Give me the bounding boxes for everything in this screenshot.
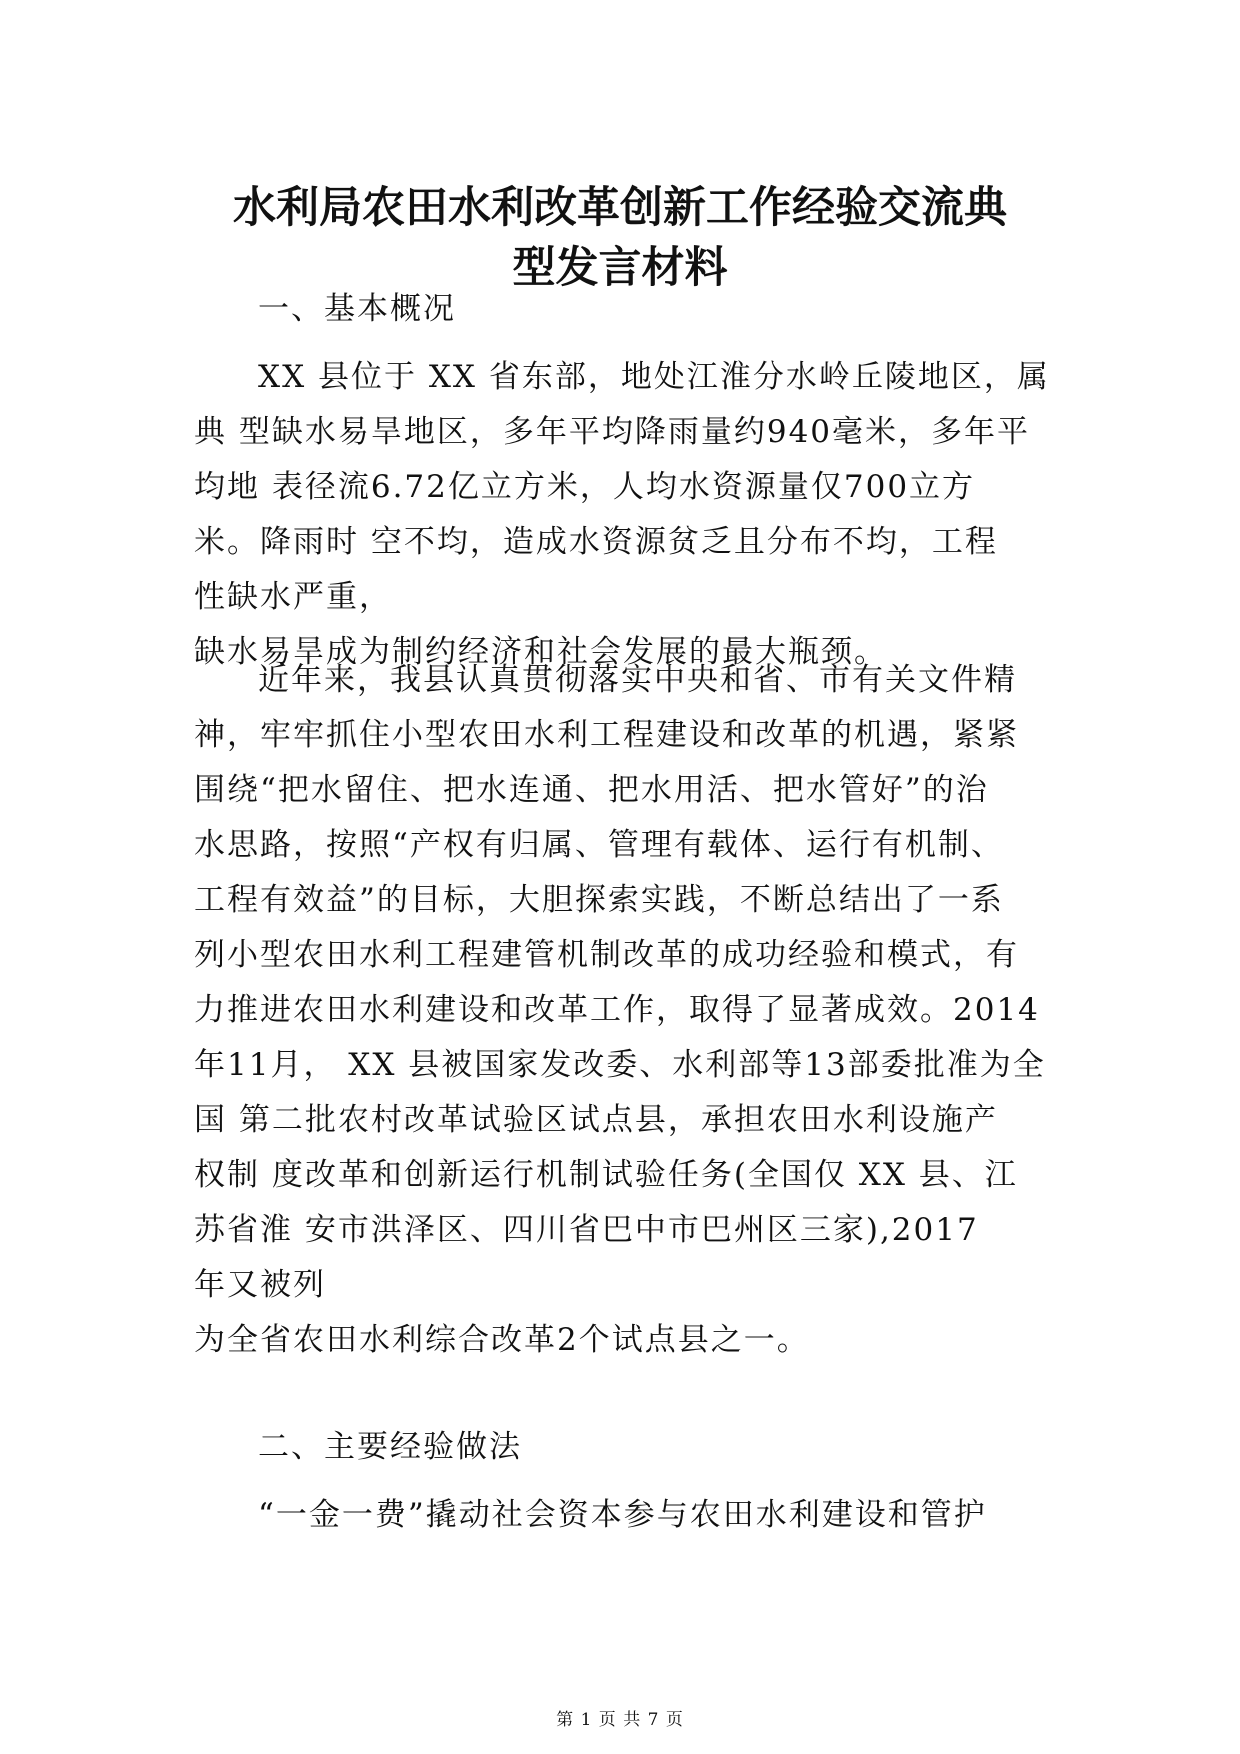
paragraph-one-fund-one-fee [194, 1488, 1074, 1543]
title-line-2: 型发言材料 [512, 243, 728, 293]
paragraph-line: 米。降雨时 空不均，造成水资源贫乏且分布不均，工程 [194, 524, 998, 560]
paragraph-line: “一金一费”撬动社会资本参与农田水利建设和管护 [258, 1497, 987, 1533]
paragraph-line: 缺水易旱成为制约经济和社会发展的最大瓶颈。 [194, 634, 887, 670]
paragraph-line: 列小型农田水利工程建管机制改革的成功经验和模式，有 [194, 937, 1019, 973]
paragraph-line: 年又被列 [194, 1267, 326, 1303]
paragraph-line: 水思路，按照“产权有归属、管理有载体、运行有机制、 [194, 827, 1004, 863]
paragraph-line: 神，牢牢抓住小型农田水利工程建设和改革的机遇，紧紧 [194, 717, 1019, 753]
section-heading-main-experience: 二、主要经验做法 [258, 1429, 522, 1465]
paragraph-line: 工程有效益”的目标，大胆探索实践，不断总结出了一系 [194, 882, 1004, 918]
paragraph-line: 均地 表径流6.72亿立方米，人均水资源量仅700立方 [194, 469, 976, 505]
paragraph-line: 年11月， XX 县被国家发改委、水利部等13部委批准为全 [194, 1047, 1046, 1083]
paragraph-line: 苏省淮 安市洪泽区、四川省巴中市巴州区三家),2017 [194, 1212, 979, 1248]
paragraph-line: 为全省农田水利综合改革2个试点县之一。 [194, 1322, 810, 1358]
paragraph-line: 权制 度改革和创新运行机制试验任务(全国仅 XX 县、江 [194, 1157, 1018, 1193]
paragraph-recent-years [194, 653, 1074, 1368]
paragraph-line: 近年来，我县认真贯彻落实中央和省、市有关文件精 [258, 662, 1017, 698]
paragraph-overview [194, 350, 1074, 680]
paragraph-line: XX 县位于 XX 省东部，地处江淮分水岭丘陵地区，属 [258, 359, 1050, 395]
paragraph-line: 典 型缺水易旱地区，多年平均降雨量约940毫米，多年平 [194, 414, 1031, 450]
page-footer: 第 1 页 共 7 页 [556, 1710, 684, 1730]
title-line-1: 水利局农田水利改革创新工作经验交流典 [233, 183, 1007, 233]
paragraph-line: 围绕“把水留住、把水连通、把水用活、把水管好”的治 [194, 772, 989, 808]
paragraph-line: 力推进农田水利建设和改革工作，取得了显著成效。2014 [194, 992, 1040, 1028]
paragraph-line: 性缺水严重， [194, 579, 392, 615]
section-heading-basic-overview: 一、基本概况 [258, 291, 456, 327]
document-title [150, 178, 1090, 298]
paragraph-line: 国 第二批农村改革试验区试点县，承担农田水利设施产 [194, 1102, 998, 1138]
